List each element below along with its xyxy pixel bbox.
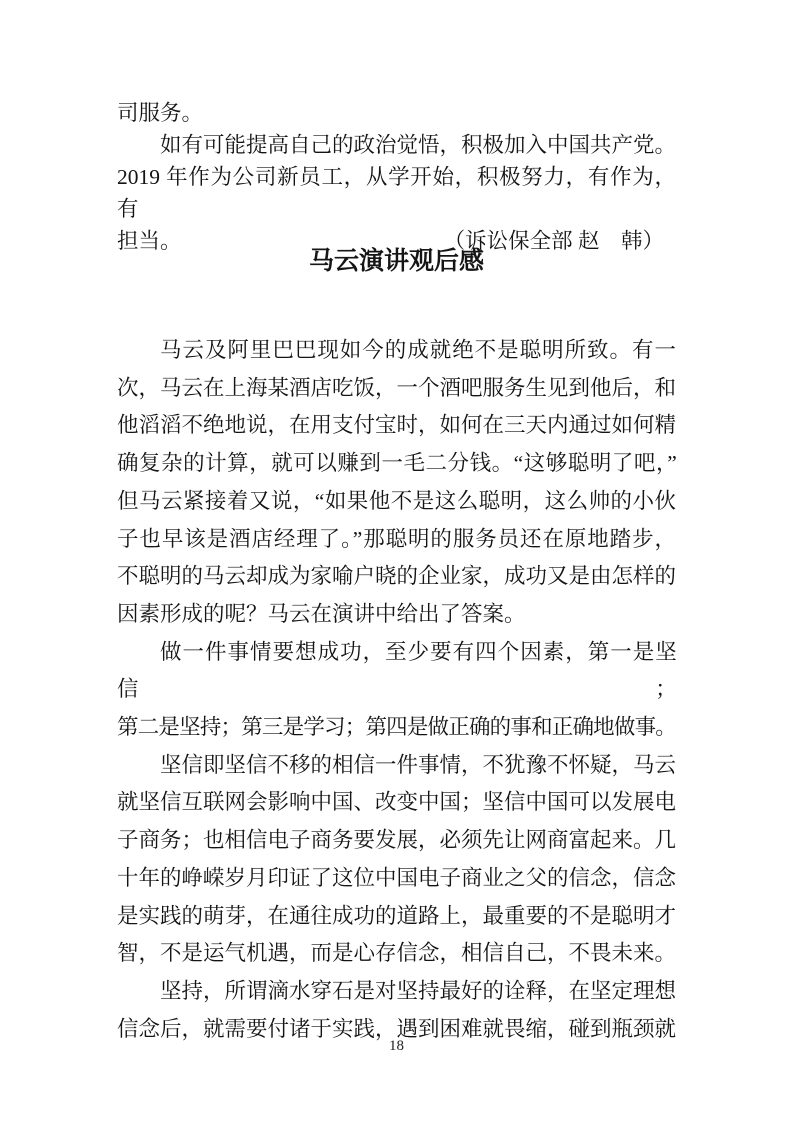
text-line: 他滔滔不绝地说，在用支付宝时，如何在三天内通过如何精 [117, 413, 677, 438]
text-line: 2019 年作为公司新员工，从学开始，积极努力，有作为，有 [117, 165, 676, 221]
author-signature: （诉讼保全部 赵 韩） [443, 229, 664, 253]
text-line: 坚持，所谓滴水穿石是对坚持最好的诠释，在坚定理想 [160, 978, 677, 1003]
text-line: 确复杂的计算，就可以赚到一毛二分钱。“这够聪明了吧，” [117, 451, 676, 476]
text-line: 十年的峥嵘岁月印证了这位中国电子商业之父的信念，信念 [117, 865, 677, 890]
text-line: 智，不是运气机遇，而是心存信念，相信自己，不畏未来。 [117, 941, 677, 966]
text-line: 坚信即坚信不移的相信一件事情，不犹豫不怀疑，马云 [160, 752, 677, 777]
text-line: 就坚信互联网会影响中国、改变中国；坚信中国可以发展电 [117, 790, 677, 815]
text-line: 信念后，就需要付诸于实践，遇到困难就畏缩，碰到瓶颈就 [117, 1016, 677, 1041]
text-line: 司服务。 [117, 101, 204, 125]
text-line: 但马云紧接着又说，“如果他不是这么聪明，这么帅的小伙 [117, 488, 676, 513]
text-line: 做一件事情要想成功，至少要有四个因素，第一是坚信； [117, 639, 676, 702]
text-line: 如有可能提高自己的政治觉悟，积极加入中国共产党。 [160, 133, 677, 157]
text-line: 次，马云在上海某酒店吃饭，一个酒吧服务生见到他后，和 [117, 375, 677, 400]
article-title: 马云演讲观后感 [308, 247, 484, 275]
article-body [117, 332, 676, 1048]
text-line: 不聪明的马云却成为家喻户晓的企业家，成功又是由怎样的 [117, 564, 677, 589]
text-line: 第二是坚持；第三是学习；第四是做正确的事和正确地做事。 [117, 715, 676, 740]
text-line: 是实践的萌芽，在通往成功的道路上，最重要的不是聪明才 [117, 903, 677, 928]
paragraph-end-text: 担当。 [117, 229, 182, 253]
previous-article-ending [117, 97, 676, 257]
text-line: 子商务；也相信电子商务要发展，必须先让网商富起来。几 [117, 828, 677, 853]
text-line: 马云及阿里巴巴现如今的成就绝不是聪明所致。有一 [160, 338, 676, 362]
text-line: 子也早该是酒店经理了。”那聪明的服务员还在原地踏步， [117, 526, 676, 551]
page-number: 18 [389, 1038, 404, 1054]
text-line: 因素形成的呢？马云在演讲中给出了答案。 [117, 601, 526, 626]
